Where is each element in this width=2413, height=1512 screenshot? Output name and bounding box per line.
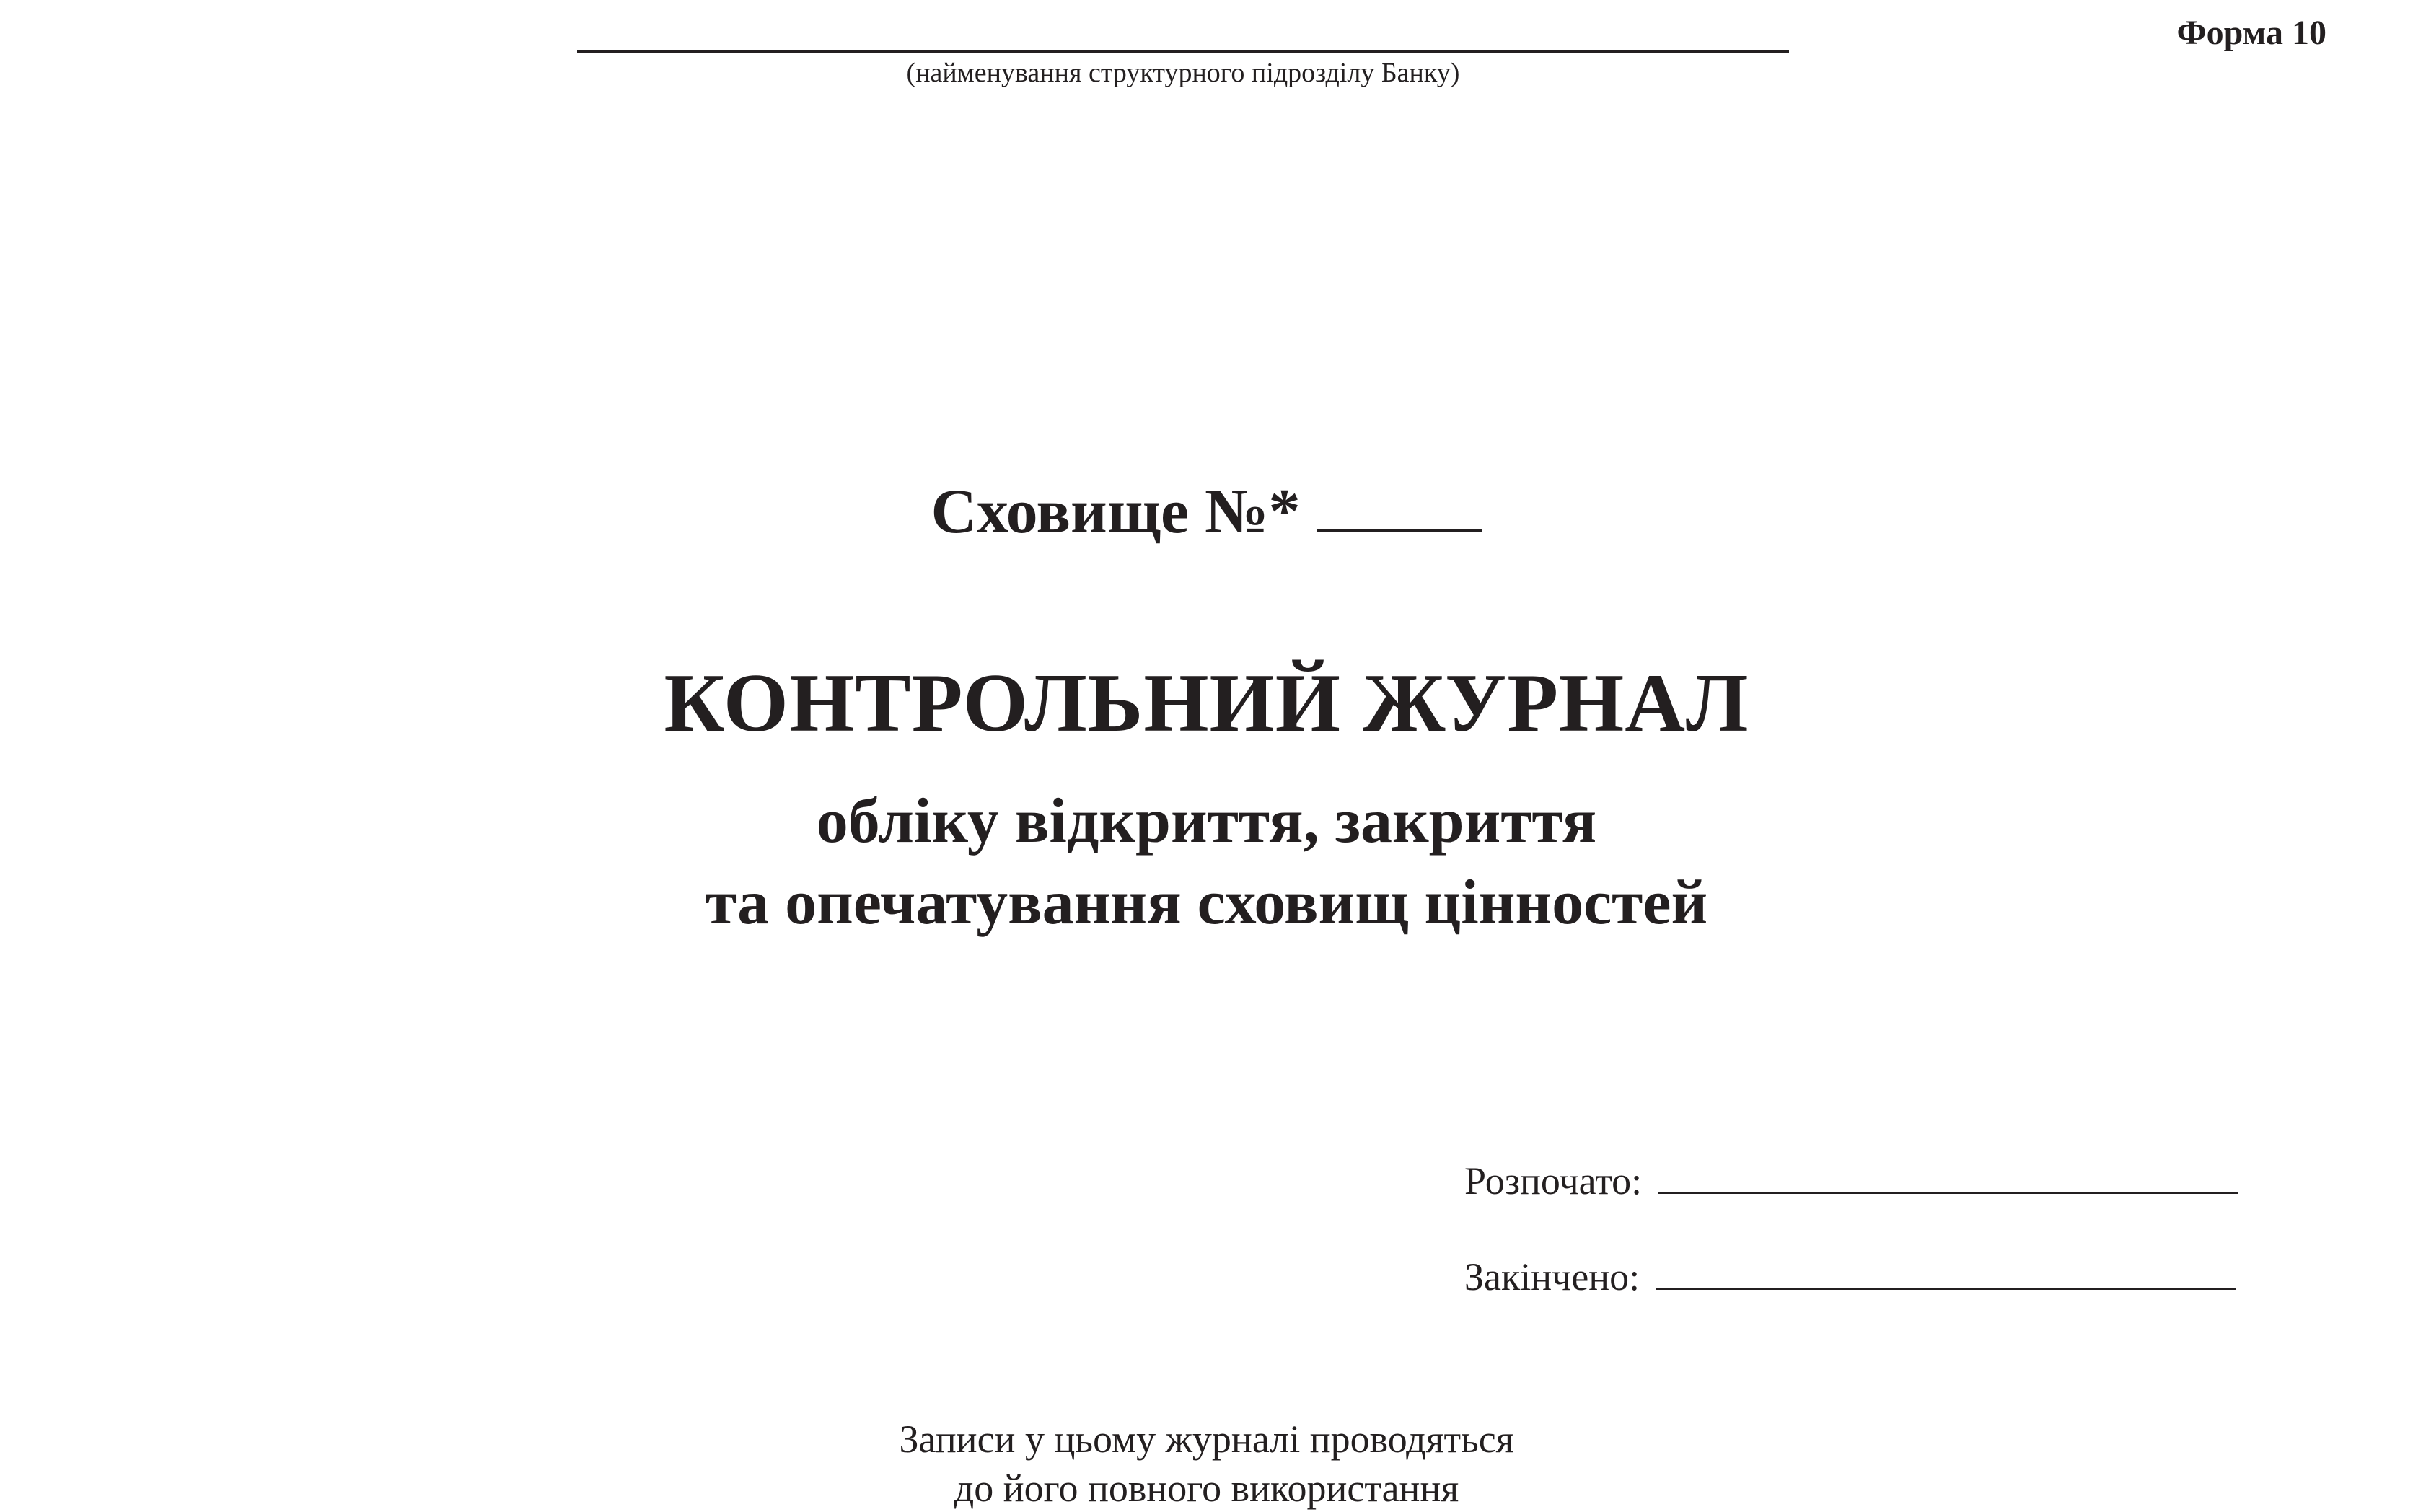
finished-date-row [1464, 1250, 2236, 1302]
finished-label: Закінчено: [1464, 1255, 1640, 1298]
started-label: Розпочато: [1464, 1159, 1643, 1203]
journal-title: КОНТРОЛЬНИЙ ЖУРНАЛ [664, 657, 1749, 750]
org-name-blank-line [577, 50, 1789, 53]
vault-number-label: Сховище №* [931, 477, 1301, 547]
usage-note-line-1: Записи у цьому журналі проводяться [899, 1418, 1514, 1461]
started-date-row [1464, 1154, 2238, 1206]
journal-subtitle-line-1: обліку відкриття, закриття [816, 786, 1597, 856]
org-name-caption: (найменування структурного підрозділу Банку) [906, 58, 1460, 88]
finished-date-blank [1656, 1250, 2236, 1290]
journal-subtitle-line-2: та опечатування сховищ цінностей [705, 868, 1708, 938]
vault-number-line [0, 472, 2413, 552]
started-date-blank [1658, 1154, 2238, 1194]
form-number-label: Форма 10 [2176, 14, 2326, 52]
usage-note-line-2: до його повного використання [954, 1467, 1459, 1510]
vault-number-blank [1317, 478, 1482, 532]
